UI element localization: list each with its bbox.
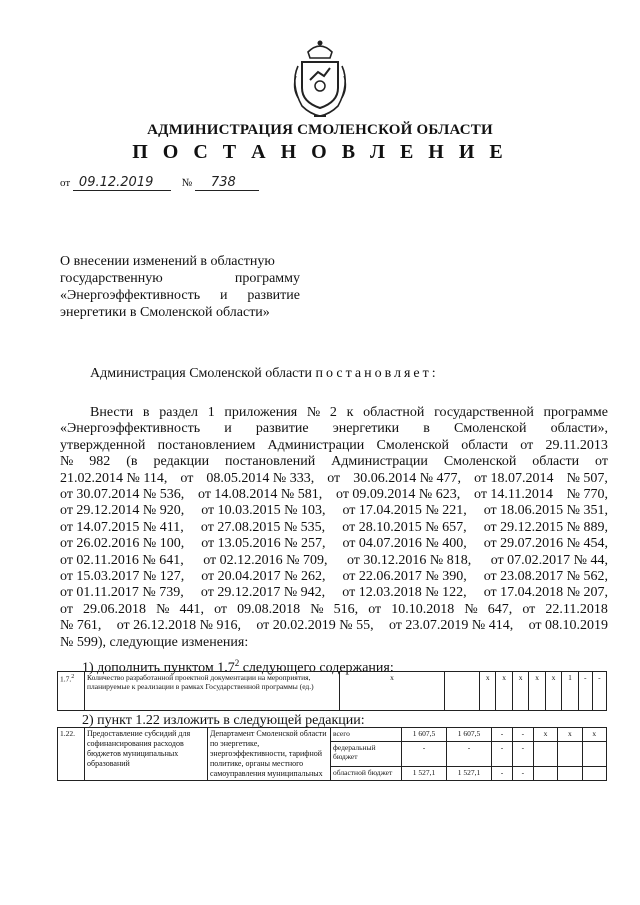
table-cell: федеральный бюджет — [331, 742, 402, 767]
table-cell: - — [402, 742, 447, 767]
table-cell — [445, 672, 480, 711]
body-line: «Энергоэффективность и развитие энергетики в Смоленской области», — [60, 421, 608, 437]
date-value: 09.12.2019 — [78, 175, 154, 190]
table-cell: х — [529, 672, 545, 711]
table-cell — [533, 766, 557, 780]
body-line: от 30.07.2014 № 536, от 14.08.2014 № 581, от 09.09.2014 № 623, от 14.11.2014 № 770, — [60, 487, 608, 503]
subject-line: государственную программу — [60, 271, 300, 286]
table-cell: - — [492, 728, 513, 742]
body-line: от 01.11.2017 № 739, от 29.12.2017 № 942, от 12.03.2018 № 122, от 17.04.2018 № 207, — [60, 585, 608, 601]
date-number-line — [60, 175, 259, 191]
date-prefix: от — [60, 177, 71, 189]
body-line: утвержденной постановлением Администрации Смоленской области от 29.11.2013 — [60, 437, 608, 453]
table-item-1-7-2 — [57, 671, 607, 711]
table-cell — [533, 742, 557, 767]
table-cell: 1.7.$^2$ — [58, 672, 85, 711]
body-line: № 982 (в редакции постановлений Администрации Смоленской области от — [60, 454, 608, 470]
table-cell: областной бюджет — [331, 766, 402, 780]
table-cell: - — [592, 672, 606, 711]
organization-name: АДМИНИСТРАЦИЯ СМОЛЕНСКОЙ ОБЛАСТИ — [147, 122, 493, 138]
table-cell: - — [512, 766, 533, 780]
table-cell: всего — [331, 728, 402, 742]
table-cell: х — [545, 672, 561, 711]
table-cell: Количество разработанной проектной документации на мероприятия, планируемые к реализации в рамках Государственной программы (ед.) — [85, 672, 340, 711]
table-cell: 1 527,1 — [447, 766, 492, 780]
body-paragraph — [60, 405, 608, 651]
table-cell: - — [447, 742, 492, 767]
table-cell: 1 607,5 — [402, 728, 447, 742]
body-line: от 15.03.2017 № 127, от 20.04.2017 № 262, от 22.06.2017 № 390, от 23.08.2017 № 562, — [60, 569, 608, 585]
body-line: Внести в раздел 1 приложения № 2 к областной государственной программе — [90, 405, 608, 420]
table-cell: х — [558, 728, 582, 742]
number-prefix: № — [181, 177, 193, 189]
number-value: 738 — [210, 175, 236, 190]
coat-of-arms-emblem — [288, 36, 352, 120]
table-cell — [558, 742, 582, 767]
table-cell: 1 607,5 — [447, 728, 492, 742]
table-cell: х — [496, 672, 512, 711]
item-2-heading: 2) пункт 1.22 изложить в следующей редакции: — [82, 713, 365, 728]
table-cell: - — [578, 672, 592, 711]
body-line: № 599), следующие изменения: — [60, 634, 249, 650]
body-line: от 14.07.2015 № 411, от 27.08.2015 № 535, от 28.10.2015 № 657, от 29.12.2015 № 889, — [60, 519, 608, 535]
body-line: от 02.11.2016 № 641, от 02.12.2016 № 709, от 30.12.2016 № 818, от 07.02.2017 № 44, — [60, 552, 608, 568]
table-cell: 1 527,1 — [402, 766, 447, 780]
table-cell: х — [340, 672, 445, 711]
table-cell: х — [512, 672, 528, 711]
body-line: от 29.06.2018 № 441, от 09.08.2018 № 516, от 10.10.2018 № 647, от 22.11.2018 — [60, 601, 608, 617]
table-cell: х — [582, 728, 606, 742]
subject-line: энергетики в Смоленской области» — [60, 305, 270, 320]
table-cell: - — [492, 766, 513, 780]
subject-block — [60, 253, 300, 321]
table-cell — [582, 766, 606, 780]
table-cell: - — [512, 742, 533, 767]
table-cell: 1 — [562, 672, 578, 711]
table-item-1-22 — [57, 727, 607, 781]
document-type: П О С Т А Н О В Л Е Н И Е — [132, 141, 508, 163]
preamble — [90, 366, 439, 382]
body-line: 21.02.2014 № 114, от 08.05.2014 № 333, от 30.06.2014 № 477, от 18.07.2014 № 507, — [60, 470, 608, 486]
table-row — [58, 672, 607, 711]
table-cell: - — [512, 728, 533, 742]
subject-line: О внесении изменений в областную — [60, 254, 275, 269]
subject-line: «Энергоэффективность и развитие — [60, 288, 300, 303]
table-cell: - — [492, 742, 513, 767]
number-field — [195, 175, 259, 191]
table-row — [58, 728, 607, 742]
table-cell: 1.22. — [58, 728, 85, 781]
table-cell: Предоставление субсидий для софинансирования расходов бюджетов муниципальных образований — [85, 728, 208, 781]
table-cell — [558, 766, 582, 780]
table-cell — [582, 742, 606, 767]
table-cell: х — [533, 728, 557, 742]
body-line: от 26.02.2016 № 100, от 13.05.2016 № 257, от 04.07.2016 № 400, от 29.07.2016 № 454, — [60, 536, 608, 552]
body-line: № 761, от 26.12.2018 № 916, от 20.02.2019 № 55, от 23.07.2019 № 414, от 08.10.2019 — [60, 618, 608, 634]
body-line: от 29.12.2014 № 920, от 10.03.2015 № 103, от 17.04.2015 № 221, от 18.06.2015 № 351, — [60, 503, 608, 519]
item-1-heading: 1) дополнить пунктом $1.7^2$ следующего содержания: — [82, 658, 394, 676]
preamble-verb: постановляет: — [315, 366, 439, 381]
table-cell: х — [480, 672, 496, 711]
table-cell: Департамент Смоленской области по энергетике, энергоэффективности, тарифной политике, органы местного самоуправления муниципальных — [208, 728, 331, 781]
date-field — [73, 175, 171, 191]
preamble-text: Администрация Смоленской области — [90, 366, 316, 381]
